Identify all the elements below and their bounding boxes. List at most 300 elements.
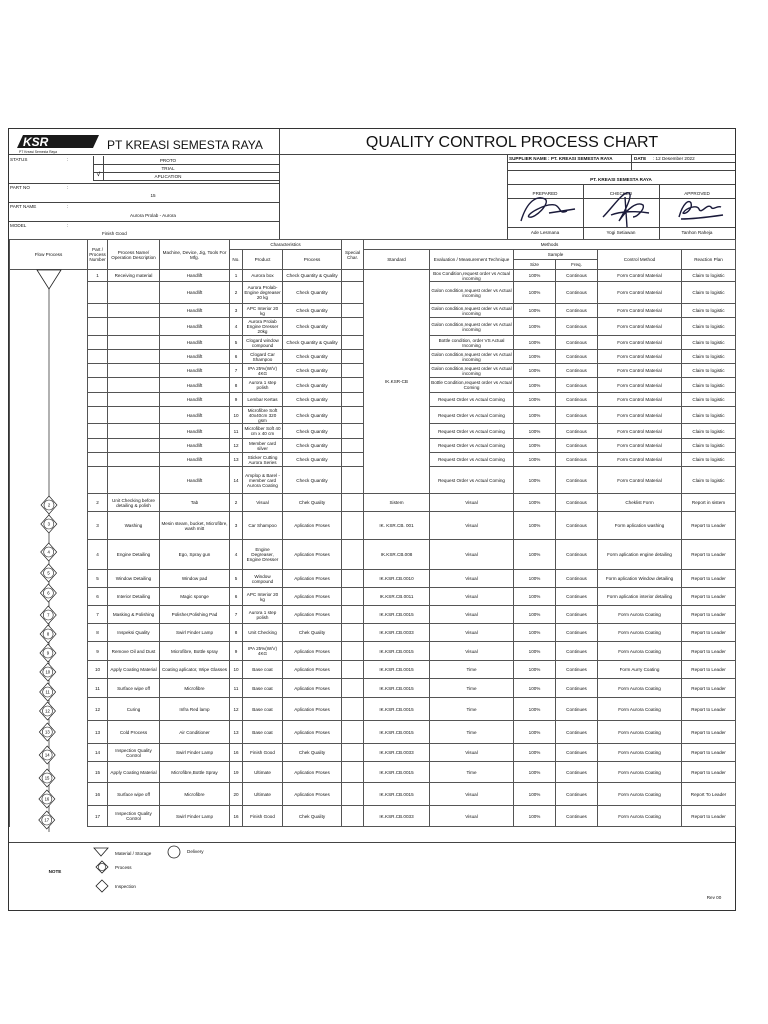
flow-step-number: 13 xyxy=(45,729,50,735)
evaluation-cell: Visual xyxy=(430,744,514,762)
process-cell: Check Quantity xyxy=(283,453,342,467)
special-char-cell xyxy=(342,606,364,624)
status-line-3 xyxy=(93,180,279,181)
product-cell: Base coat xyxy=(243,661,283,679)
name-prepared: Ade Lesmana xyxy=(530,230,560,235)
standard-cell: IK.KSR.CB.0015 xyxy=(364,762,430,783)
table-body xyxy=(10,270,736,827)
flow-step-number: 6 xyxy=(47,590,50,596)
reaction-plan-cell: Report to Leader xyxy=(682,698,736,721)
product-cell: Sticker Cutting Aurora Series xyxy=(243,453,283,467)
col-sample: Sample xyxy=(514,250,598,260)
col-special-char: Special Char. xyxy=(342,240,364,270)
standard-cell: Sistem xyxy=(364,494,430,512)
product-cell: Visual xyxy=(243,494,283,512)
control-method-cell: Form Control Material xyxy=(598,407,682,424)
control-method-cell: Form Aurora Coating xyxy=(598,642,682,661)
reaction-plan-cell: Report to Leader xyxy=(682,570,736,588)
operation-name-cell: Apply Coating Material xyxy=(108,661,160,679)
table-row xyxy=(10,744,736,762)
evaluation-cell: Bottle Condition,request order vs Actual Coming xyxy=(430,378,514,393)
role-checked: CHECKED xyxy=(609,191,633,196)
machine-cell: Microfibre xyxy=(160,679,230,698)
operation-name-cell: Interior Detailing xyxy=(108,588,160,606)
char-no-cell: 20 xyxy=(230,783,243,806)
reaction-plan-cell: Report to Leader xyxy=(682,540,736,570)
part-name-value: Aurora Prolab - Aurora xyxy=(130,213,176,218)
process-cell: Check Quantity xyxy=(283,350,342,364)
special-char-cell xyxy=(342,336,364,350)
special-char-cell xyxy=(342,494,364,512)
part-name-label: PART NAME xyxy=(10,204,37,209)
product-cell: Microfibre Soft 40x40cm 320 gsm xyxy=(243,407,283,424)
standard-cell: IK.KSR.CB.0015 xyxy=(364,721,430,744)
operation-name-cell: Remove Oil and Dust xyxy=(108,642,160,661)
col-part-number: Part / Process Number xyxy=(88,240,108,270)
sample-size-cell: 100% xyxy=(514,393,556,407)
role-prepared: PREPARED xyxy=(532,191,558,196)
evaluation-cell: Galon condition,request order vs Actual incoming xyxy=(430,318,514,336)
operation-name-cell xyxy=(108,467,160,494)
char-no-cell: 16 xyxy=(230,806,243,827)
machine-cell: Tab xyxy=(160,494,230,512)
roles-top-divider xyxy=(507,184,735,185)
part-number-cell xyxy=(88,467,108,494)
material-storage-symbol xyxy=(37,270,61,289)
char-no-cell: 7 xyxy=(230,364,243,378)
part-number-cell xyxy=(88,336,108,350)
control-method-cell: Form Control Material xyxy=(598,350,682,364)
sample-size-cell: 100% xyxy=(514,336,556,350)
material-storage-icon xyxy=(93,847,109,857)
operation-name-cell: Washing xyxy=(108,512,160,540)
operation-name-cell xyxy=(108,439,160,453)
flow-step-number: 8 xyxy=(46,631,50,637)
process-cell: Chek Quality xyxy=(283,624,342,642)
process-cell: Aplication Proses xyxy=(283,661,342,679)
control-method-cell: Form Control Material xyxy=(598,378,682,393)
process-cell: Aplication Proses xyxy=(283,721,342,744)
sample-freq-cell: Continues xyxy=(556,588,598,606)
machine-cell: Magic sponge xyxy=(160,588,230,606)
process-cell: Aplication Proses xyxy=(283,512,342,540)
role-approved: APPROVED xyxy=(684,191,710,196)
evaluation-cell: Request Order vs Actual Coming xyxy=(430,424,514,439)
machine-cell: Ego, Spray gun xyxy=(160,540,230,570)
operation-name-cell: Masking & Polishing xyxy=(108,606,160,624)
reaction-plan-cell: Claim to logistic xyxy=(682,467,736,494)
evaluation-cell: Visual xyxy=(430,588,514,606)
process-cell: Check Quantity xyxy=(283,282,342,304)
control-method-cell: Form Control Material xyxy=(598,467,682,494)
sample-freq-cell: Continous xyxy=(556,304,598,318)
reaction-plan-cell: Claim to logistic xyxy=(682,282,736,304)
special-char-cell xyxy=(342,762,364,783)
machine-cell: Microfibre,Bottle Spray xyxy=(160,762,230,783)
special-char-cell xyxy=(342,439,364,453)
flow-step-number: 2 xyxy=(47,502,51,508)
flow-step-number: 12 xyxy=(45,708,50,714)
table-row xyxy=(10,698,736,721)
machine-cell: Polisher,Polishing Pad xyxy=(160,606,230,624)
process-cell: Aplication Proses xyxy=(283,570,342,588)
reaction-plan-cell: Report to Leader xyxy=(682,588,736,606)
status-label: STATUS xyxy=(10,157,28,162)
evaluation-cell: Visual xyxy=(430,624,514,642)
sample-freq-cell: Continous xyxy=(556,424,598,439)
control-method-cell: Form Control Material xyxy=(598,270,682,282)
char-no-cell: 8 xyxy=(230,378,243,393)
operation-name-cell: Surface wipe off xyxy=(108,679,160,698)
product-cell: Finish Good xyxy=(243,744,283,762)
standard-group-cell: IK.KSR-CB xyxy=(364,270,430,494)
sample-freq-cell: Continous xyxy=(556,467,598,494)
machine-cell: Coating aplicator, Wipe Glasses xyxy=(160,661,230,679)
machine-cell: Air Conditioner xyxy=(160,721,230,744)
sample-freq-cell: Continues xyxy=(556,783,598,806)
evaluation-cell: Galon condition,request order vs Actual incoming xyxy=(431,305,512,316)
char-no-cell: 2 xyxy=(230,494,243,512)
part-number-cell: 9 xyxy=(88,642,108,661)
char-no-cell: 6 xyxy=(230,588,243,606)
header-divider xyxy=(9,154,735,155)
process-cell: Chek Quality xyxy=(283,744,342,762)
col-control-method: Control Method xyxy=(598,250,682,270)
part-number-cell: 7 xyxy=(88,606,108,624)
flow-step-number: 9 xyxy=(46,650,50,656)
sample-size-cell: 100% xyxy=(514,494,556,512)
process-cell: Check Quantity xyxy=(283,393,342,407)
evaluation-cell: Request Order vs Actual Coming xyxy=(430,453,514,467)
reaction-plan-cell: Report to Leader xyxy=(682,624,736,642)
evaluation-cell: Time xyxy=(430,698,514,721)
special-char-cell xyxy=(342,364,364,378)
product-cell: IPA 25%(W/V) 4KG xyxy=(243,642,283,661)
evaluation-cell: Time xyxy=(430,661,514,679)
special-char-cell xyxy=(342,282,364,304)
operation-name-cell xyxy=(108,282,160,304)
part-number-cell xyxy=(88,407,108,424)
part-no-colon: : xyxy=(67,185,69,190)
date-label: DATE xyxy=(634,156,647,161)
evaluation-cell: Request Order vs Actual Coming xyxy=(430,393,514,407)
sample-size-cell: 100% xyxy=(514,424,556,439)
col-sample-size: Size xyxy=(514,260,556,270)
part-number-cell: 8 xyxy=(88,624,108,642)
product-cell: Aurora 1 step polish xyxy=(243,606,283,624)
sample-freq-cell: Continous xyxy=(556,540,598,570)
operation-name-cell xyxy=(108,350,160,364)
date-value: : 12 Desember 2022 xyxy=(653,156,695,161)
operation-name-cell xyxy=(108,304,160,318)
part-number-cell xyxy=(88,364,108,378)
special-char-cell xyxy=(342,679,364,698)
operation-name-cell: Inspeksi Quality xyxy=(108,624,160,642)
control-method-cell: Form Control Material xyxy=(598,318,682,336)
flow-step-number: 14 xyxy=(44,752,50,758)
special-char-cell xyxy=(342,512,364,540)
sample-freq-cell: Continous xyxy=(556,570,598,588)
control-method-cell: Form Control Material xyxy=(598,304,682,318)
machine-cell: Handlift xyxy=(160,282,230,304)
control-method-cell: Form Aurora Coating xyxy=(598,783,682,806)
standard-cell: IK.KSR.CB.0015 xyxy=(364,783,430,806)
char-no-cell: 10 xyxy=(230,661,243,679)
product-cell: Window compound xyxy=(243,570,283,588)
product-cell: Ultimate xyxy=(243,783,283,806)
process-cell: Check Quantity & Quality xyxy=(283,270,342,282)
sample-freq-cell: Continues xyxy=(556,744,598,762)
operation-name-cell: Inspection Quality Control xyxy=(108,744,160,762)
standard-cell: IK.KSR.CB.0015 xyxy=(364,698,430,721)
reaction-plan-cell: Claim to logistic xyxy=(682,336,736,350)
status-colon: : xyxy=(67,157,69,162)
sample-freq-cell: Continues xyxy=(556,624,598,642)
standard-cell: IK.KSR.CB.0015 xyxy=(364,679,430,698)
product-cell: APC Interior 20 kg xyxy=(243,304,283,318)
table-row xyxy=(10,570,736,588)
control-method-cell: Form Aurora Coating xyxy=(598,721,682,744)
part-number-cell: 3 xyxy=(88,512,108,540)
sample-freq-cell: Continous xyxy=(556,364,598,378)
col-sample-freq: Freq. xyxy=(556,260,598,270)
char-no-cell: 3 xyxy=(230,512,243,540)
char-no-cell: 16 xyxy=(230,744,243,762)
control-method-cell: Form Aurora Coating xyxy=(598,806,682,827)
char-no-cell: 5 xyxy=(230,570,243,588)
evaluation-cell: Visual xyxy=(430,606,514,624)
special-char-cell xyxy=(342,806,364,827)
reaction-plan-cell: Report to Leader xyxy=(682,744,736,762)
part-number-cell: 17 xyxy=(88,806,108,827)
process-cell: Aplication Proses xyxy=(283,679,342,698)
control-method-cell: Form Control Material xyxy=(598,453,682,467)
standard-cell: IK.KSR.CB.0015 xyxy=(364,661,430,679)
operation-name-cell: Engine Detailing xyxy=(108,540,160,570)
sample-freq-cell: Continous xyxy=(556,393,598,407)
evaluation-cell: Visual xyxy=(430,512,514,540)
machine-cell: Handlift xyxy=(160,439,230,453)
reaction-plan-cell: Report in sistem xyxy=(682,494,736,512)
evaluation-cell: Box Condition,request order vs Actual incoming xyxy=(430,270,514,282)
control-method-cell: Form Aurora Coating xyxy=(598,762,682,783)
flow-step-number: 3 xyxy=(47,521,51,527)
control-method-cell: Form Aurora Coating xyxy=(598,698,682,721)
standard-cell: IK.KSR.CB.0015 xyxy=(364,606,430,624)
sample-freq-cell: Continous xyxy=(556,453,598,467)
status-check-mark: √ xyxy=(96,172,101,178)
standard-cell: IK.KSR.CB.0015 xyxy=(364,642,430,661)
operation-name-cell xyxy=(108,424,160,439)
special-char-cell xyxy=(342,304,364,318)
flow-step-number: 4 xyxy=(47,549,50,555)
special-char-cell xyxy=(342,588,364,606)
sample-size-cell: 100% xyxy=(514,588,556,606)
special-char-cell xyxy=(342,467,364,494)
sample-freq-cell: Continous xyxy=(556,318,598,336)
product-cell: Clogard window compound xyxy=(243,336,283,350)
reaction-plan-cell: Claim to logistic xyxy=(682,304,736,318)
standard-cell: IK.KSR.CB.0033 xyxy=(364,806,430,827)
control-method-cell: Form aplication Window detailing xyxy=(598,570,682,588)
part-number-cell xyxy=(88,378,108,393)
col-reaction-plan: Reaction Plan xyxy=(682,250,736,270)
standard-cell: IK.KSR.CB.0033 xyxy=(364,744,430,762)
operation-name-cell: Cold Process xyxy=(108,721,160,744)
machine-cell: Mesin steam, bucket, Microfibre, wash mitt xyxy=(160,512,230,540)
char-no-cell: 14 xyxy=(230,467,243,494)
operation-name-cell xyxy=(108,407,160,424)
logo-text: KSR xyxy=(23,135,49,149)
part-number-cell: 16 xyxy=(88,783,108,806)
sample-freq-cell: Continues xyxy=(556,806,598,827)
evaluation-cell: Visual xyxy=(430,642,514,661)
control-method-cell: Form Control Material xyxy=(598,393,682,407)
product-cell: Lembar Kertas xyxy=(243,393,283,407)
control-method-cell: Cheklist Form xyxy=(598,494,682,512)
machine-cell: Swirl Finder Lamp xyxy=(160,806,230,827)
operation-name-cell: Apply Coating Material xyxy=(108,762,160,783)
special-char-cell xyxy=(342,378,364,393)
sample-size-cell: 100% xyxy=(514,270,556,282)
table-row xyxy=(10,783,736,806)
machine-cell: Swirl Finder Lamp xyxy=(160,744,230,762)
machine-cell: Infra Red lamp xyxy=(160,698,230,721)
part-number-cell xyxy=(88,453,108,467)
reaction-plan-cell: Report to Leader xyxy=(682,512,736,540)
part-no-label: PART NO xyxy=(10,185,30,190)
special-char-cell xyxy=(342,540,364,570)
part-number-cell: 6 xyxy=(88,588,108,606)
operation-name-cell xyxy=(108,393,160,407)
evaluation-cell: Time xyxy=(430,721,514,744)
part-number-cell: 5 xyxy=(88,570,108,588)
char-no-cell: 19 xyxy=(230,762,243,783)
machine-cell: Handlift xyxy=(160,270,230,282)
product-cell: Finish Good xyxy=(243,806,283,827)
sample-size-cell: 100% xyxy=(514,453,556,467)
reaction-plan-cell: Claim to logistic xyxy=(682,453,736,467)
flow-step-number: 15 xyxy=(44,775,50,781)
table-row xyxy=(10,806,736,827)
model-value: Finish Good xyxy=(102,231,127,236)
evaluation-cell: Visual xyxy=(430,806,514,827)
char-no-cell: 3 xyxy=(230,304,243,318)
operation-name-cell xyxy=(108,378,160,393)
reaction-plan-cell: Report to Leader xyxy=(682,806,736,827)
table-row xyxy=(10,661,736,679)
product-cell: Aurora box xyxy=(243,270,283,282)
char-no-cell: 11 xyxy=(230,424,243,439)
special-char-cell xyxy=(342,407,364,424)
control-method-cell: Form Aurora Coating xyxy=(598,624,682,642)
part-number-cell xyxy=(88,424,108,439)
reaction-plan-cell: Report to Leader xyxy=(682,642,736,661)
char-no-cell: 2 xyxy=(230,282,243,304)
process-cell: Aplication Proses xyxy=(283,762,342,783)
char-no-cell: 9 xyxy=(230,393,243,407)
part-number-cell: 2 xyxy=(88,494,108,512)
control-method-cell: Form Control Material xyxy=(598,424,682,439)
reaction-plan-cell: Claim to logistic xyxy=(682,378,736,393)
name-approved: Tanhon Raheja xyxy=(681,230,713,235)
model-colon: : xyxy=(67,223,69,228)
names-divider xyxy=(507,227,735,228)
process-cell: Aplication Proses xyxy=(283,698,342,721)
sample-size-cell: 100% xyxy=(514,282,556,304)
reaction-plan-cell: Claim to logistic xyxy=(682,439,736,453)
signature-checked xyxy=(597,187,653,231)
col-standard: Standard xyxy=(364,250,430,270)
sample-freq-cell: Continues xyxy=(556,661,598,679)
product-cell: Aurora Prolab- Engine degreaser 20 kg xyxy=(243,282,283,304)
inspection-icon xyxy=(95,879,109,893)
reaction-plan-cell: Report to Leader xyxy=(682,661,736,679)
machine-cell: Microfibre, Bottle spray xyxy=(160,642,230,661)
logo-tagline: PT Kreasi Semesta Raya xyxy=(19,150,58,154)
special-char-cell xyxy=(342,661,364,679)
control-method-cell: Form Control Material xyxy=(598,439,682,453)
product-cell: APC Interior 20 kg xyxy=(243,588,283,606)
part-number-cell: 1 xyxy=(88,270,108,282)
product-cell: Base coat xyxy=(243,679,283,698)
machine-cell: Handlift xyxy=(160,364,230,378)
info-divider-1 xyxy=(9,183,279,184)
process-table xyxy=(9,239,736,827)
reaction-plan-cell: Claim to logistic xyxy=(682,424,736,439)
sample-size-cell: 100% xyxy=(514,721,556,744)
sample-freq-cell: Continous xyxy=(556,270,598,282)
process-cell: Chek Quality xyxy=(283,806,342,827)
sample-size-cell: 100% xyxy=(514,540,556,570)
flow-step-number: 10 xyxy=(45,669,51,675)
product-cell: Engine Degreaser, Engine Dresser xyxy=(243,540,283,570)
col-machine: Machine, Device, Jig, Tools For Mfg. xyxy=(160,240,230,270)
header-vline-1 xyxy=(279,129,280,239)
sample-freq-cell: Continous xyxy=(556,282,598,304)
sample-size-cell: 100% xyxy=(514,624,556,642)
process-cell: Check Quantity xyxy=(283,378,342,393)
operation-name-cell xyxy=(108,318,160,336)
sample-size-cell: 100% xyxy=(514,806,556,827)
char-no-cell: 1 xyxy=(230,270,243,282)
evaluation-cell: Time xyxy=(430,762,514,783)
supplier-name: SUPPLIER NAME : PT. KREASI SEMESTA RAYA xyxy=(509,156,613,161)
sample-size-cell: 100% xyxy=(514,679,556,698)
standard-cell: IK.KSR.CB.008 xyxy=(364,540,430,570)
part-number-cell: 10 xyxy=(88,661,108,679)
standard-cell: IK.KSR.CB.0010 xyxy=(364,570,430,588)
product-cell: Unit Checking xyxy=(243,624,283,642)
char-no-cell: 10 xyxy=(230,407,243,424)
sample-size-cell: 100% xyxy=(514,439,556,453)
special-char-cell xyxy=(342,350,364,364)
evaluation-cell: Bottle condition, order VS Actual Incoming xyxy=(430,336,514,350)
control-method-cell: Form Control Material xyxy=(598,282,682,304)
flow-step-number: 11 xyxy=(45,689,50,695)
special-char-cell xyxy=(342,570,364,588)
reaction-plan-cell: Report to Leader xyxy=(682,721,736,744)
part-number-cell xyxy=(88,282,108,304)
operation-name-cell: Surface wipe off xyxy=(108,783,160,806)
sample-freq-cell: Continous xyxy=(556,336,598,350)
char-no-cell: 12 xyxy=(230,439,243,453)
sample-size-cell: 100% xyxy=(514,606,556,624)
machine-cell: Handlift xyxy=(160,424,230,439)
model-label: MODEL xyxy=(10,223,27,228)
reaction-plan-cell: Claim to logistic xyxy=(682,270,736,282)
product-cell: Clogard Car Shampoo xyxy=(243,350,283,364)
